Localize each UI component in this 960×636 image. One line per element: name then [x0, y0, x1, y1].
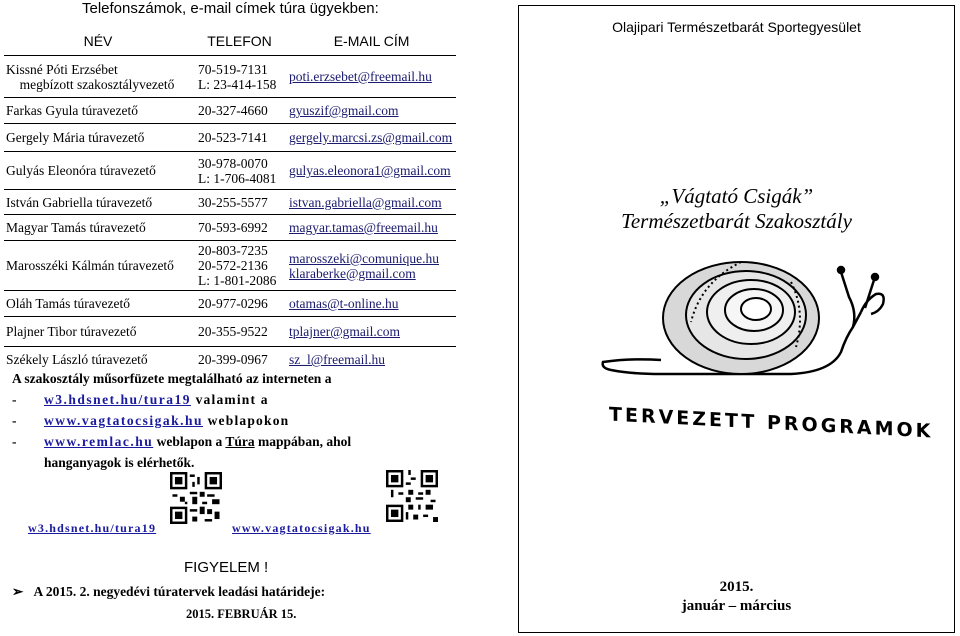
cell-phone [192, 98, 287, 124]
cell-name [4, 215, 192, 241]
email-line[interactable]: marosszeki@comunique.hu [289, 250, 440, 266]
cell-phone [192, 215, 287, 241]
phone-line: 20-977-0296 [198, 296, 268, 311]
cell-email[interactable] [287, 291, 456, 317]
table-row [4, 56, 456, 98]
cell-name [4, 56, 192, 98]
header-name: NÉV [83, 33, 113, 49]
list-item: - www.remlac.hu weblapon a Túra mappában, ahol [12, 434, 352, 449]
email-line[interactable]: gergely.marcsi.zs@gmail.com [289, 130, 453, 145]
cell-phone [192, 124, 287, 152]
cell-phone [192, 190, 287, 215]
deadline-date: 2015. FEBRUÁR 15. [186, 607, 297, 621]
phone-line: 20-399-0967 [198, 352, 268, 368]
cell-name [4, 291, 192, 317]
cell-email[interactable] [287, 98, 456, 124]
cover-title-line1: „Vágtató Csigák” [659, 184, 814, 208]
cell-email[interactable] [287, 190, 456, 215]
cell-email[interactable] [287, 124, 456, 152]
name-line: Kissné Póti Erzsébet [6, 61, 118, 77]
cell-email[interactable] [287, 317, 456, 347]
table-row [4, 190, 456, 215]
name-line: megbízott szakosztályvezető [19, 76, 175, 92]
cell-phone [192, 152, 287, 190]
email-line[interactable]: tplajner@gmail.com [289, 324, 401, 339]
cell-name [4, 124, 192, 152]
cover-period: január – március [681, 598, 792, 614]
phone-line: 30-978-0070 [198, 155, 268, 171]
email-line[interactable]: otamas@t-online.hu [289, 296, 399, 311]
table-row [4, 124, 456, 152]
table-row [4, 98, 456, 124]
table-row [4, 241, 456, 291]
arrow-bullet-icon: ➢ [12, 584, 24, 599]
phone-line: 20-572-2136 [198, 258, 268, 273]
cell-name [4, 98, 192, 124]
list-item: - w3.hdsnet.hu/tura19 valamint a [12, 392, 269, 407]
header-phone: TELEFON [207, 33, 272, 49]
cell-name [4, 190, 192, 215]
qr-code-left [170, 472, 222, 524]
phone-line: L: 1-801-2086 [198, 273, 277, 288]
phone-line: 20-327-4660 [198, 103, 268, 118]
cell-email[interactable] [287, 152, 456, 190]
name-line: István Gabriella túravezető [6, 194, 153, 210]
name-line: Oláh Tamás túravezető [6, 296, 131, 311]
cover-panel [518, 5, 955, 633]
cell-name [4, 241, 192, 291]
table-row [4, 152, 456, 190]
name-line: Gulyás Eleonóra túravezető [6, 163, 156, 178]
phone-line: 70-593-6992 [198, 220, 268, 235]
cover-title-line2: Természetbarát Szakosztály [621, 209, 852, 233]
contacts-heading: Telefonszámok, e-mail címek túra ügyekben: [82, 0, 379, 17]
info-last-line: hanganyagok is elérhetők. [44, 455, 195, 470]
qr-icon [386, 470, 438, 522]
notice-title: FIGYELEM ! [184, 559, 269, 576]
phone-line: 20-803-7235 [198, 243, 268, 258]
contacts-table [4, 33, 456, 373]
name-line: Marosszéki Kálmán túravezető [6, 258, 174, 273]
table-row [4, 291, 456, 317]
cell-phone [192, 56, 287, 98]
link-remlac[interactable]: www.remlac.hu [44, 434, 154, 449]
phone-line: 70-519-7131 [198, 61, 268, 77]
cover-year: 2015. [719, 579, 754, 595]
table-row [4, 215, 456, 241]
program-heading: TERVEZETT PROGRAMOK [609, 403, 934, 443]
info-block [12, 368, 512, 473]
name-line: Farkas Gyula túravezető [6, 103, 138, 118]
qr-label-left[interactable]: w3.hdsnet.hu/tura19 [28, 521, 157, 535]
cell-phone [192, 317, 287, 347]
link-vagtatocsigak[interactable]: www.vagtatocsigak.hu [44, 413, 204, 428]
email-line[interactable]: gyuszif@gmail.com [289, 103, 399, 118]
cell-email[interactable] [287, 241, 456, 291]
snail-illustration [591, 252, 891, 392]
header-email: E-MAIL CÍM [333, 33, 410, 49]
cell-email[interactable] [287, 56, 456, 98]
deadline-text: A 2015. 2. negyedévi túratervek leadási határideje: [33, 584, 326, 599]
info-intro: A szakosztály műsorfüzete megtalálható az interneten a [12, 371, 332, 386]
name-line: Székely László túravezető [6, 352, 148, 368]
deadline-line [12, 584, 325, 600]
table-row [4, 317, 456, 347]
email-line[interactable]: sz_l@freemail.hu [289, 352, 386, 368]
qr-label-right[interactable]: www.vagtatocsigak.hu [232, 521, 371, 535]
qr-code-right [386, 470, 438, 522]
link-tura19[interactable]: w3.hdsnet.hu/tura19 [44, 392, 192, 407]
email-line[interactable]: poti.erzsebet@freemail.hu [289, 69, 432, 84]
snail-icon [591, 252, 891, 387]
phone-line: L: 23-414-158 [198, 76, 277, 92]
phone-line: 20-523-7141 [198, 130, 268, 145]
name-line: Plajner Tibor túravezető [6, 324, 137, 339]
cell-email[interactable] [287, 215, 456, 241]
period-block [519, 578, 954, 616]
cell-name [4, 317, 192, 347]
name-line: Magyar Tamás túravezető [6, 220, 146, 235]
club-name: Olajipari Természetbarát Sportegyesület [612, 19, 861, 35]
phone-line: L: 1-706-4081 [198, 170, 277, 186]
name-line: Gergely Mária túravezető [6, 130, 145, 145]
email-line[interactable]: gulyas.eleonora1@gmail.com [289, 163, 451, 178]
cell-phone [192, 291, 287, 317]
phone-line: 20-355-9522 [198, 324, 268, 339]
cell-phone [192, 241, 287, 291]
phone-line: 30-255-5577 [198, 194, 268, 210]
email-line[interactable]: klaraberke@gmail.com [289, 265, 416, 281]
email-line[interactable]: magyar.tamas@freemail.hu [289, 220, 438, 235]
email-line[interactable]: istvan.gabriella@gmail.com [289, 194, 442, 210]
cell-name [4, 152, 192, 190]
list-item: - www.vagtatocsigak.hu weblapokon [12, 413, 290, 428]
cover-title [519, 184, 954, 234]
table-header-row [4, 33, 456, 56]
qr-icon [170, 472, 222, 524]
